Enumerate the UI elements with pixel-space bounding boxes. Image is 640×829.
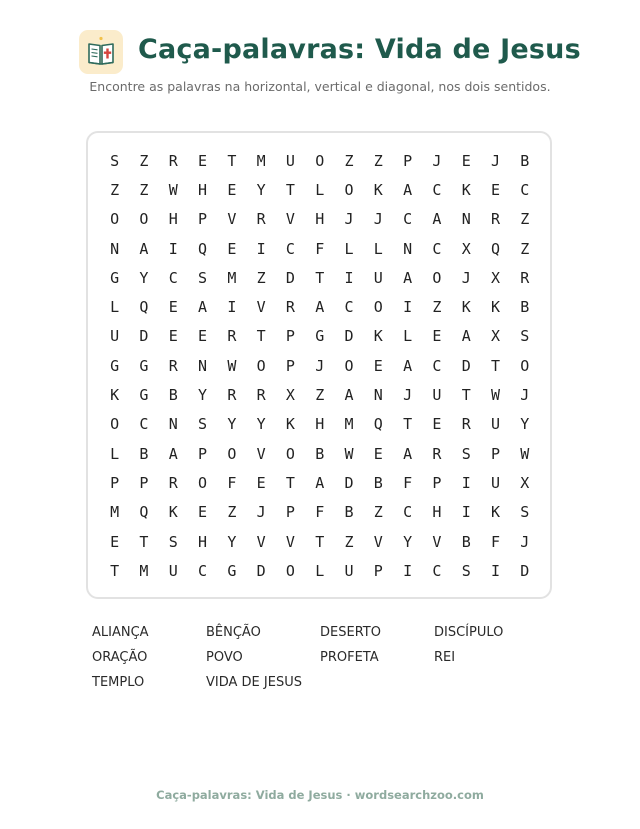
grid-cell: A [403, 356, 413, 375]
grid-cell: P [432, 473, 442, 492]
grid-cell: R [490, 210, 501, 229]
grid-cell: H [198, 532, 208, 551]
grid-cell: K [373, 180, 383, 199]
word-list-item: POVO [206, 650, 243, 665]
grid-cell: P [490, 444, 501, 463]
grid-cell: B [139, 444, 149, 463]
grid-cell: R [285, 298, 295, 317]
grid-cell: C [432, 356, 442, 375]
grid-cell: H [315, 210, 325, 229]
grid-cell: F [227, 473, 237, 492]
grid-cell: O [285, 444, 295, 463]
grid-cell: I [344, 268, 354, 287]
grid-cell: S [198, 415, 208, 434]
grid-cell: F [315, 239, 325, 258]
grid-cell: U [432, 386, 442, 405]
grid-cell: T [285, 180, 295, 199]
grid-cell: F [315, 503, 325, 522]
grid-cell: T [256, 327, 266, 346]
grid-cell: R [227, 386, 237, 405]
grid-cell: G [315, 327, 325, 346]
grid-cell: V [285, 210, 295, 229]
grid-cell: I [461, 503, 471, 522]
grid-cell: B [520, 298, 530, 317]
grid-cell: Z [520, 239, 530, 258]
grid-cell: S [198, 268, 208, 287]
grid-cell: Z [373, 151, 383, 170]
word-list-item: ALIANÇA [92, 625, 149, 640]
grid-cell: G [227, 561, 237, 580]
grid-cell: I [461, 473, 471, 492]
grid-cell: P [110, 473, 120, 492]
grid-cell: P [198, 444, 208, 463]
grid-cell: C [403, 210, 413, 229]
grid-cell: G [139, 386, 149, 405]
word-list-item: REI [434, 650, 456, 665]
grid-cell: L [110, 444, 120, 463]
grid-cell: D [139, 327, 149, 346]
grid-cell: S [520, 327, 530, 346]
grid-cell: Z [373, 503, 383, 522]
grid-cell: W [344, 444, 354, 463]
grid-cell: S [520, 503, 530, 522]
grid-cell: N [110, 239, 120, 258]
grid-cell: J [432, 151, 442, 170]
grid-cell: X [520, 473, 530, 492]
grid-cell: D [344, 473, 354, 492]
grid-cell: R [256, 210, 266, 229]
grid-cell: B [520, 151, 530, 170]
grid-cell: U [490, 415, 501, 434]
grid-cell: S [110, 151, 120, 170]
grid-cell: E [432, 327, 442, 346]
grid-cell: U [490, 473, 501, 492]
grid-cell: E [432, 415, 442, 434]
grid-cell: W [490, 386, 501, 405]
grid-cell: X [490, 268, 501, 287]
grid-cell: R [168, 356, 178, 375]
grid-cell: T [227, 151, 237, 170]
word-list-item: DESERTO [320, 625, 381, 640]
grid-cell: O [373, 298, 383, 317]
word-list [92, 625, 552, 700]
grid-cell: O [344, 356, 354, 375]
grid-cell: K [168, 503, 178, 522]
grid-cell: B [315, 444, 325, 463]
grid-cell: R [227, 327, 237, 346]
grid-cell: Z [344, 532, 354, 551]
grid-cell: U [344, 561, 354, 580]
grid-cell: J [403, 386, 413, 405]
grid-cell: Z [520, 210, 530, 229]
grid-cell: R [520, 268, 530, 287]
grid-cell: I [403, 298, 413, 317]
grid-cell: V [432, 532, 442, 551]
word-list-item: PROFETA [320, 650, 379, 665]
grid-cell: G [139, 356, 149, 375]
grid-cell: B [373, 473, 383, 492]
grid-cell: N [403, 239, 413, 258]
grid-cell: K [285, 415, 295, 434]
grid-cell: Z [344, 151, 354, 170]
grid-cell: B [168, 386, 178, 405]
grid-cell: E [198, 503, 208, 522]
grid-cell: W [520, 444, 530, 463]
grid-cell: C [139, 415, 149, 434]
grid-cell: P [373, 561, 383, 580]
grid-cell: E [168, 298, 178, 317]
grid-cell: G [110, 268, 120, 287]
grid-cell: A [432, 210, 442, 229]
grid-cell: R [256, 386, 266, 405]
grid-cell: O [198, 473, 208, 492]
grid-cell: F [403, 473, 413, 492]
grid-cell: J [520, 386, 530, 405]
grid-cell: J [520, 532, 530, 551]
grid-cell: A [344, 386, 354, 405]
grid-cell: L [110, 298, 120, 317]
grid-cell: T [490, 356, 501, 375]
grid-cell: Q [198, 239, 208, 258]
grid-cell: P [285, 503, 295, 522]
grid-cell: H [315, 415, 325, 434]
grid-cell: W [168, 180, 178, 199]
grid-cell: B [461, 532, 471, 551]
grid-cell: E [373, 444, 383, 463]
grid-cell: C [344, 298, 354, 317]
grid-cell: A [461, 327, 471, 346]
grid-cell: C [168, 268, 178, 287]
grid-cell: J [315, 356, 325, 375]
grid-cell: Z [110, 180, 120, 199]
grid-cell: O [139, 210, 149, 229]
grid-cell: I [490, 561, 501, 580]
grid-cell: Y [520, 415, 530, 434]
grid-cell: Z [227, 503, 237, 522]
grid-cell: C [403, 503, 413, 522]
grid-cell: E [490, 180, 501, 199]
grid-cell: Z [315, 386, 325, 405]
grid-cell: V [256, 298, 266, 317]
grid-cell: A [403, 180, 413, 199]
letter-grid [100, 146, 540, 585]
grid-cell: E [373, 356, 383, 375]
grid-cell: K [373, 327, 383, 346]
grid-cell: Z [139, 151, 149, 170]
grid-cell: K [461, 298, 471, 317]
grid-cell: O [520, 356, 530, 375]
grid-cell: H [198, 180, 208, 199]
grid-cell: Z [139, 180, 149, 199]
grid-cell: J [256, 503, 266, 522]
grid-cell: O [256, 356, 266, 375]
word-list-item: ORAÇÃO [92, 650, 148, 665]
grid-cell: E [168, 327, 178, 346]
grid-cell: Q [373, 415, 383, 434]
page-footer: Caça-palavras: Vida de Jesus · wordsearchzoo.com [156, 788, 484, 802]
word-list-item: TEMPLO [92, 675, 145, 690]
grid-cell: S [461, 561, 471, 580]
grid-cell: A [198, 298, 208, 317]
grid-cell: M [227, 268, 237, 287]
grid-cell: D [285, 268, 295, 287]
grid-cell: R [168, 151, 178, 170]
grid-cell: N [168, 415, 178, 434]
grid-cell: K [490, 503, 501, 522]
grid-cell: P [285, 356, 295, 375]
grid-cell: U [110, 327, 120, 346]
grid-cell: N [198, 356, 208, 375]
grid-cell: M [139, 561, 149, 580]
grid-cell: A [139, 239, 149, 258]
grid-cell: E [198, 327, 208, 346]
grid-cell: H [432, 503, 442, 522]
word-list-item: VIDA DE JESUS [206, 675, 302, 690]
grid-cell: Y [227, 532, 237, 551]
grid-cell: K [461, 180, 471, 199]
grid-cell: W [227, 356, 237, 375]
grid-cell: T [285, 473, 295, 492]
grid-cell: Q [139, 503, 149, 522]
grid-cell: F [490, 532, 501, 551]
grid-cell: K [110, 386, 120, 405]
grid-cell: P [285, 327, 295, 346]
grid-cell: E [110, 532, 120, 551]
grid-cell: J [461, 268, 471, 287]
grid-cell: C [432, 180, 442, 199]
grid-cell: P [198, 210, 208, 229]
grid-cell: O [110, 210, 120, 229]
grid-cell: L [315, 180, 325, 199]
grid-cell: K [490, 298, 501, 317]
grid-cell: J [344, 210, 354, 229]
grid-cell: P [403, 151, 413, 170]
grid-cell: R [432, 444, 442, 463]
grid-cell: T [315, 268, 325, 287]
grid-cell: D [344, 327, 354, 346]
grid-cell: Q [139, 298, 149, 317]
word-list-item: DISCÍPULO [434, 625, 504, 640]
grid-cell: A [168, 444, 178, 463]
grid-cell: X [285, 386, 295, 405]
grid-cell: X [490, 327, 501, 346]
grid-cell: G [110, 356, 120, 375]
grid-cell: E [227, 180, 237, 199]
grid-cell: D [520, 561, 530, 580]
grid-cell: T [315, 532, 325, 551]
grid-cell: R [461, 415, 471, 434]
grid-cell: Y [198, 386, 208, 405]
grid-cell: O [110, 415, 120, 434]
grid-cell: S [168, 532, 178, 551]
grid-cell: L [403, 327, 413, 346]
grid-cell: P [139, 473, 149, 492]
grid-cell: V [373, 532, 383, 551]
grid-cell: T [461, 386, 471, 405]
grid-cell: I [227, 298, 237, 317]
grid-cell: E [198, 151, 208, 170]
grid-cell: D [461, 356, 471, 375]
grid-cell: I [403, 561, 413, 580]
grid-cell: E [227, 239, 237, 258]
grid-cell: L [315, 561, 325, 580]
grid-cell: V [256, 532, 266, 551]
grid-cell: M [110, 503, 120, 522]
bible-book-icon [79, 30, 123, 74]
grid-cell: J [490, 151, 501, 170]
grid-cell: C [198, 561, 208, 580]
grid-cell: E [256, 473, 266, 492]
grid-cell: J [373, 210, 383, 229]
grid-cell: A [403, 444, 413, 463]
grid-cell: C [285, 239, 295, 258]
grid-cell: A [315, 473, 325, 492]
grid-cell: X [461, 239, 471, 258]
grid-cell: O [227, 444, 237, 463]
grid-cell: N [461, 210, 471, 229]
grid-cell: I [168, 239, 178, 258]
grid-cell: C [432, 561, 442, 580]
grid-cell: T [110, 561, 120, 580]
page-subtitle: Encontre as palavras na horizontal, vertical e diagonal, nos dois sentidos. [89, 79, 551, 94]
grid-cell: T [139, 532, 149, 551]
grid-cell: Q [490, 239, 501, 258]
grid-cell: A [403, 268, 413, 287]
grid-cell: U [285, 151, 295, 170]
grid-cell: M [256, 151, 266, 170]
grid-cell: O [432, 268, 442, 287]
grid-cell: O [315, 151, 325, 170]
grid-cell: D [256, 561, 266, 580]
grid-cell: I [256, 239, 266, 258]
grid-cell: U [168, 561, 178, 580]
grid-cell: R [168, 473, 178, 492]
grid-cell: C [520, 180, 530, 199]
grid-cell: U [373, 268, 383, 287]
word-list-item: BÊNÇÃO [206, 625, 261, 640]
grid-cell: Y [256, 180, 266, 199]
grid-cell: Z [256, 268, 266, 287]
grid-cell: T [403, 415, 413, 434]
grid-cell: L [373, 239, 383, 258]
grid-cell: S [461, 444, 471, 463]
grid-cell: O [285, 561, 295, 580]
grid-cell: L [344, 239, 354, 258]
grid-cell: H [168, 210, 178, 229]
grid-cell: N [373, 386, 383, 405]
grid-cell: Y [139, 268, 149, 287]
grid-cell: E [461, 151, 471, 170]
grid-cell: V [256, 444, 266, 463]
grid-cell: C [432, 239, 442, 258]
grid-cell: B [344, 503, 354, 522]
grid-cell: Y [227, 415, 237, 434]
grid-cell: Y [256, 415, 266, 434]
page-header [0, 28, 640, 78]
grid-cell: Y [403, 532, 413, 551]
grid-cell: Z [432, 298, 442, 317]
grid-cell: A [315, 298, 325, 317]
grid-cell: V [285, 532, 295, 551]
grid-cell: M [344, 415, 354, 434]
grid-cell: O [344, 180, 354, 199]
grid-cell: V [227, 210, 237, 229]
page-title: Caça-palavras: Vida de Jesus [138, 34, 581, 65]
